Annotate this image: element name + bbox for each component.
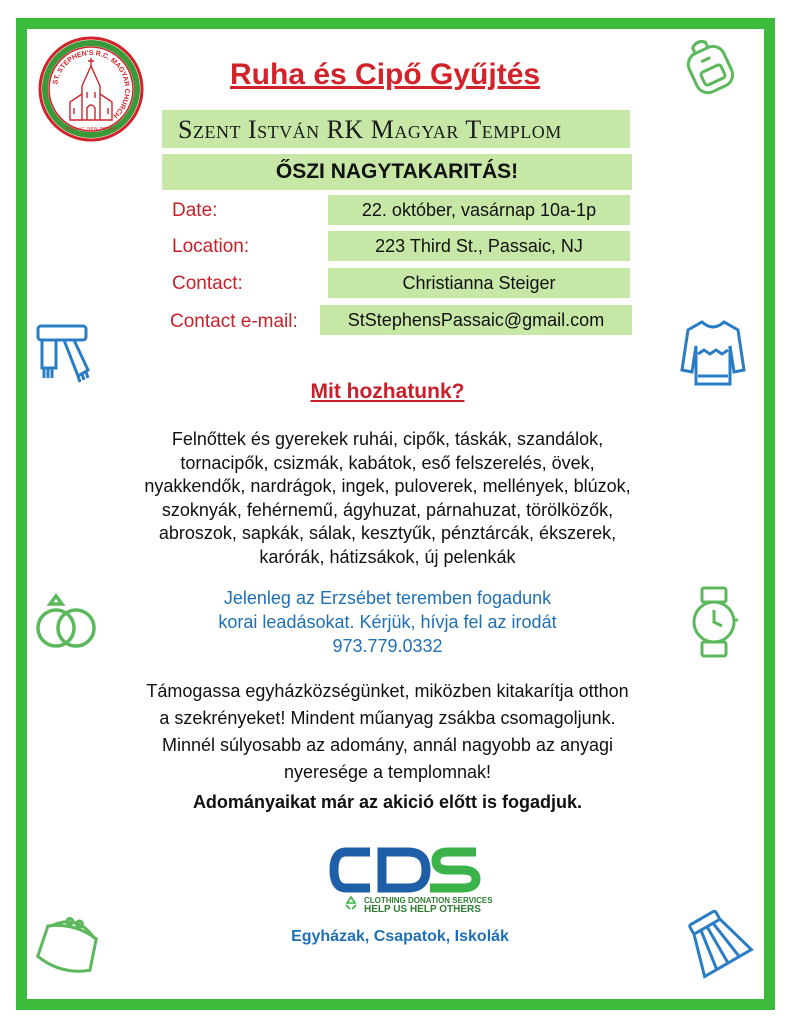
recycle-icon xyxy=(344,896,358,910)
email-value[interactable]: StStephensPassaic@gmail.com xyxy=(320,305,632,335)
what-to-bring-heading: Mit hozhatunk? xyxy=(310,380,465,403)
office-phone[interactable]: 973.779.0332 xyxy=(332,636,443,656)
cds-logo xyxy=(330,846,480,898)
items-line: nyakkendők, nardrágok, ingek, puloverek, mellények, blúzok, xyxy=(144,476,631,496)
items-line: tornacipők, csizmák, kabátok, eső felszerelés, övek, xyxy=(180,452,595,473)
location-value: 223 Third St., Passaic, NJ xyxy=(328,231,630,261)
scarf-icon xyxy=(34,320,90,386)
church-logo xyxy=(38,36,144,142)
event-name-banner xyxy=(162,154,632,190)
support-line: Támogassa egyházközségünket, miközben kitakarítja otthon xyxy=(146,681,629,701)
email-label: Contact e-mail: xyxy=(170,311,298,332)
items-line: szoknyák, fehérnemű, ágyhuzat, párnahuzat, törölközők, xyxy=(161,499,614,520)
logo-ring-text: ST. STEPHEN'S R.C. MAGYAR CHURCH xyxy=(52,49,131,119)
sweater-icon xyxy=(680,318,746,388)
date-value: 22. október, vasárnap 10a-1p xyxy=(328,195,630,225)
cds-tagline: HELP US HELP OTHERS xyxy=(364,904,481,915)
church-name: Szent István RK Magyar Templom xyxy=(178,115,562,144)
location-label: Location: xyxy=(172,236,250,257)
rings-icon xyxy=(32,586,102,656)
support-paragraph xyxy=(100,678,675,786)
support-line: a szekrényeket! Mindent műanyag zsákba csomagoljunk. xyxy=(159,708,616,728)
purse-icon xyxy=(34,908,104,980)
items-line: karórák, hátizsákok, új pelenkák xyxy=(259,546,516,567)
skirt-icon xyxy=(684,908,750,980)
church-name-banner xyxy=(162,110,630,148)
event-name: ŐSZI NAGYTAKARITÁS! xyxy=(275,160,519,183)
cds-subtitle: CLOTHING DONATION SERVICES xyxy=(364,896,493,905)
contact-label: Contact: xyxy=(172,273,243,294)
donation-note: Adományaikat már az akició előtt is fogadjuk. xyxy=(192,792,583,812)
dropoff-line: korai leadásokat. Kérjük, hívja fel az irodát xyxy=(218,612,557,632)
items-line: abroszok, sapkák, sálak, kesztyűk, pénztárcák, ékszerek, xyxy=(158,523,617,543)
support-line: nyeresége a templomnak! xyxy=(283,762,492,782)
date-label: Date: xyxy=(172,200,218,221)
dropoff-line: Jelenleg az Erzsébet teremben fogadunk xyxy=(223,588,552,608)
early-dropoff-notice xyxy=(140,586,635,658)
wristwatch-icon xyxy=(686,586,742,658)
backpack-icon xyxy=(676,36,746,96)
cds-text xyxy=(364,896,493,914)
logo-bottom-text: PASSAIC, NEW JERSEY xyxy=(65,126,117,131)
support-line: Minnél súlyosabb az adomány, annál nagyobb az anyagi xyxy=(162,735,613,755)
contact-value: Christianna Steiger xyxy=(328,268,630,298)
items-list xyxy=(100,428,675,569)
footer-text: Egyházak, Csapatok, Iskolák xyxy=(291,928,509,945)
page-title: Ruha és Cipő Gyűjtés xyxy=(230,58,541,91)
items-line: Felnőttek és gyerekek ruhái, cipők, táskák, szandálok, xyxy=(171,429,604,449)
